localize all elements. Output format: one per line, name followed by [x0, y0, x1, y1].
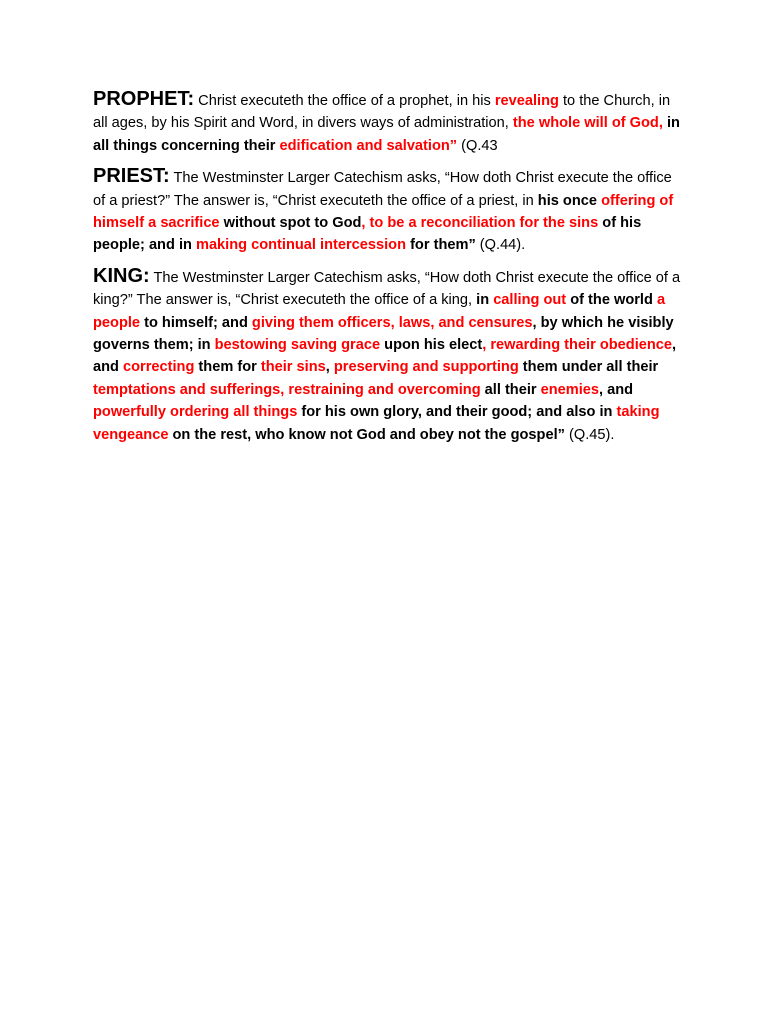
emphasized-text: their sins [260, 359, 326, 376]
text-run: , and [599, 381, 634, 398]
emphasized-text: powerfully ordering all things [93, 404, 298, 421]
text-run: (Q.45). [564, 426, 615, 443]
heading-priest: PRIEST: [93, 165, 170, 188]
text-run: The Westminster Larger Catechism asks, “How doth Christ execute the office of a priest?” The answer is, “Christ executeth the office of a priest, in [93, 170, 672, 209]
heading-king: KING: [93, 264, 150, 287]
emphasized-text: , rewarding their obedience [482, 337, 673, 354]
text-run: Christ executeth the office of a prophet, in his [194, 93, 495, 109]
text-run: (Q.43 [457, 137, 498, 154]
text-run: on the rest, who know not God and obey not the gospel” [168, 426, 565, 443]
text-run: upon his elect [380, 337, 483, 354]
text-run: without spot to God [219, 215, 362, 232]
emphasized-text: enemies [540, 381, 600, 398]
paragraph-king [93, 265, 683, 446]
emphasized-text: a people [93, 292, 666, 331]
paragraph-priest [93, 165, 683, 257]
text-run: all their [480, 381, 541, 398]
heading-prophet: PROPHET: [93, 88, 195, 110]
text-run: to the Church, in all ages, by his Spirit and Word, in divers ways of administration, [93, 93, 671, 132]
text-run: The Westminster Larger Catechism asks, “How doth Christ execute the office of a king?” The answer is, “Christ executeth the office of a king, [93, 269, 681, 309]
text-run: for them” [406, 237, 476, 254]
text-run: them under all their [518, 359, 659, 376]
emphasized-text: correcting [123, 359, 195, 376]
text-run: of the world [566, 292, 657, 309]
emphasized-text: revealing [494, 93, 559, 109]
text-run: , by which he visibly governs them; in [93, 314, 674, 354]
text-run: to himself; and [140, 314, 252, 331]
paragraph-body [93, 270, 680, 443]
emphasized-text: the whole will of God, [512, 115, 663, 132]
emphasized-text: preserving and supporting [333, 359, 519, 376]
text-run: in all things concerning their [93, 115, 680, 154]
text-run: (Q.44). [475, 237, 526, 254]
text-run: for his own glory, and their good; and also in [297, 404, 617, 421]
text-run: in [476, 292, 494, 309]
paragraph-prophet [93, 88, 683, 157]
text-run: of his people; and in [93, 215, 642, 254]
emphasized-text: making continual intercession [195, 237, 407, 254]
emphasized-text: calling out [493, 292, 567, 309]
text-run: his once [537, 192, 602, 209]
emphasized-text: giving them officers, laws, and censures [251, 314, 533, 331]
paragraph-body [93, 170, 673, 253]
emphasized-text: taking vengeance [93, 404, 660, 443]
text-run: , [325, 359, 334, 376]
emphasized-text: edification and salvation” [279, 137, 458, 154]
emphasized-text: , to be a reconciliation for the sins [361, 215, 599, 232]
emphasized-text: temptations and sufferings, restraining and overcoming [93, 381, 481, 398]
document-page [93, 88, 683, 454]
text-run: them for [194, 359, 261, 376]
emphasized-text: bestowing saving grace [214, 337, 381, 354]
text-run: , and [93, 337, 677, 376]
emphasized-text: offering of himself a sacrifice [93, 192, 674, 232]
